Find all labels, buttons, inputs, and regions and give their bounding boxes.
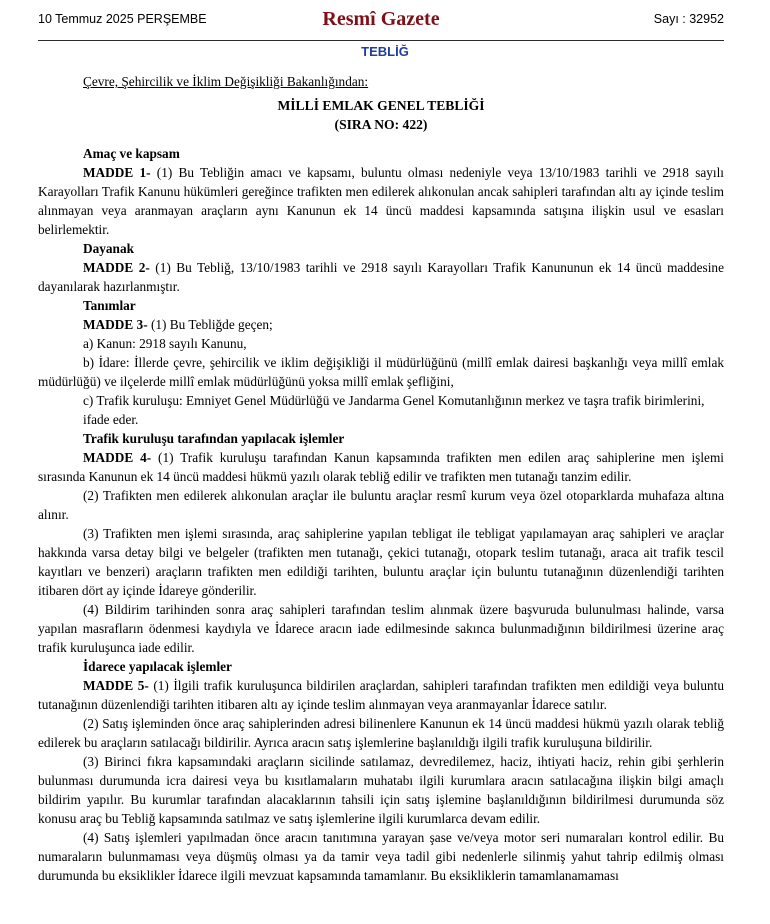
document-body <box>38 72 724 885</box>
article-5-para-4: (4) Satış işlemleri yapılmadan önce aracın tanıtımına yarayan şase ve/veya motor seri numaraları kontrol edilir. Bu numaraların bulunmaması veya düşmüş olması ya da tamir veya tadil gibi nedenlerle silinmiş yahut tahrip edilmiş olması durumunda bu eksiklikler İdarece ilgili mevzuat kapsamında tamamlanır. Bu eksikliklerin tamamlanamaması <box>38 830 724 883</box>
article-5-text: (1) İlgili trafik kuruluşunca bildirilen araçlardan, sahipleri tarafından trafikten men edildiği veya buluntu tutanağının düzenlendiği tarihten itibaren altı ay içinde teslim alınmayan veya aranmayanlar İdarece satılır. <box>38 678 724 712</box>
heading-amac: Amaç ve kapsam <box>83 146 180 161</box>
definition-b: b) İdare: İllerde çevre, şehircilik ve iklim değişikliği il müdürlüğünü (millî emlak dairesi başkanlığı veya millî emlak müdürlüğü) ve ilçelerde millî emlak müdürlüğünü yoksa millî emlak şefliğini, <box>38 355 724 389</box>
article-4-text: (1) Trafik kuruluşu tarafından Kanun kapsamında trafikten men edilen araç sahiplerine men işlemi sırasında Kanunun ek 14 üncü maddesi hükmü yazılı olarak tebliğ edilir ve trafikten men tutanağı tanzim edilir. <box>38 450 724 484</box>
article-2-text: (1) Bu Tebliğ, 13/10/1983 tarihli ve 2918 sayılı Karayolları Trafik Kanununun ek 14 üncü maddesine dayanılarak hazırlanmıştır. <box>38 260 724 294</box>
section-heading: TEBLİĞ <box>361 44 409 59</box>
article-3-text: (1) Bu Tebliğde geçen; <box>147 317 273 332</box>
ministry-line: Çevre, Şehircilik ve İklim Değişikliği Bakanlığından: <box>83 74 369 89</box>
issue-date: 10 Temmuz 2025 PERŞEMBE <box>38 12 207 26</box>
document-number: (SIRA NO: 422) <box>334 117 428 132</box>
definition-a: a) Kanun: 2918 sayılı Kanunu, <box>83 336 247 351</box>
article-4-para-3: (3) Trafikten men işlemi sırasında, araç sahiplerine yapılan tebligat ile tebligat yapılamayan araç sahipleri ve araçlar hakkında varsa detay bilgi ve belgeler (trafikten men tutanağı, çekici tutanağı, otopark teslim tutanağı, araca ait trafik tescil kayıtları ve benzeri) araçların trafikten men edildiği tarihten, buluntu araçlar için buluntu tutanağının düzenlendiği tarihten itibaren dört ay içinde İdareye gönderilir. <box>38 526 724 598</box>
article-4-para-2: (2) Trafikten men edilerek alıkonulan araçlar ile buluntu araçlar resmî kurum veya özel otoparklarda muhafaza altına alınır. <box>38 488 724 522</box>
heading-dayanak: Dayanak <box>83 241 134 256</box>
article-5-para-2: (2) Satış işleminden önce araç sahiplerinden adresi bilinenlere Kanunun ek 14 üncü maddesi hükmü yazılı olarak tebliğ edilerek bu araçların satılacağı bildirilir. Ayrıca aracın satış işlemlerine başlanıldığı ilgili trafik kuruluşuna bildirilir. <box>38 716 724 750</box>
gazette-header <box>38 0 724 41</box>
issue-number: Sayı : 32952 <box>653 12 724 26</box>
document-title: MİLLİ EMLAK GENEL TEBLİĞİ <box>277 98 485 113</box>
article-4 <box>38 448 724 486</box>
article-5-label: MADDE 5- <box>83 678 149 693</box>
article-1-label: MADDE 1- <box>83 165 151 180</box>
article-2 <box>38 258 724 296</box>
definition-c: c) Trafik kuruluşu: Emniyet Genel Müdürlüğü ve Jandarma Genel Komutanlığının merkez ve taşra trafik birimlerini, <box>83 393 705 408</box>
article-5 <box>38 676 724 714</box>
heading-idare: İdarece yapılacak işlemler <box>83 659 232 674</box>
article-2-label: MADDE 2- <box>83 260 150 275</box>
article-3-label: MADDE 3- <box>83 317 148 332</box>
heading-tanimlar: Tanımlar <box>83 298 136 313</box>
article-4-para-4: (4) Bildirim tarihinden sonra araç sahipleri tarafından teslim alınmak üzere başvuruda bulunulması halinde, varsa yapılan masrafların ödenmesi kaydıyla ve İdarece aracın iade edilmesinde sakınca bulunmadığının bildirilmesi üzerine araç trafik kuruluşunca iade edilir. <box>38 602 724 655</box>
definition-end: ifade eder. <box>83 412 139 427</box>
article-1-text: (1) Bu Tebliğin amacı ve kapsamı, buluntu olması nedeniyle veya 13/10/1983 tarihli ve 2918 sayılı Karayolları Trafik Kanunu hükümleri gereğince trafikten men edilerek alıkonulan ancak sahipleri tarafından altı ay içinde teslim alınmayan veya aranmayan araçların aynı Kanunun ek 14 üncü maddesi kapsamında satışına ilişkin usul ve esasları belirlemektir. <box>38 165 724 237</box>
article-3 <box>38 315 724 334</box>
heading-trafik: Trafik kuruluşu tarafından yapılacak işlemler <box>83 431 345 446</box>
article-4-label: MADDE 4- <box>83 450 152 465</box>
article-1 <box>38 163 724 239</box>
gazette-title: Resmî Gazete <box>322 8 440 30</box>
article-5-para-3: (3) Birinci fıkra kapsamındaki araçların sicilinde satılamaz, devredilemez, haciz, ihtiyati haciz, rehin gibi şerhlerin bulunması durumunda icra dairesi veya bu kısıtlamaların muhatabı ilgili kurumlara aracın satılacağına ilişkin bilgi amaçlı bildirim yapılır. Bu kurumlar tarafından alacaklarının tahsili için satış işlemine başlanıldığının bildirilmesi durumunda söz konusu araç bu Tebliğ kapsamında satılmaz ve satış işlemlerine ilgili kurumlarca devam edilir. <box>38 754 724 826</box>
